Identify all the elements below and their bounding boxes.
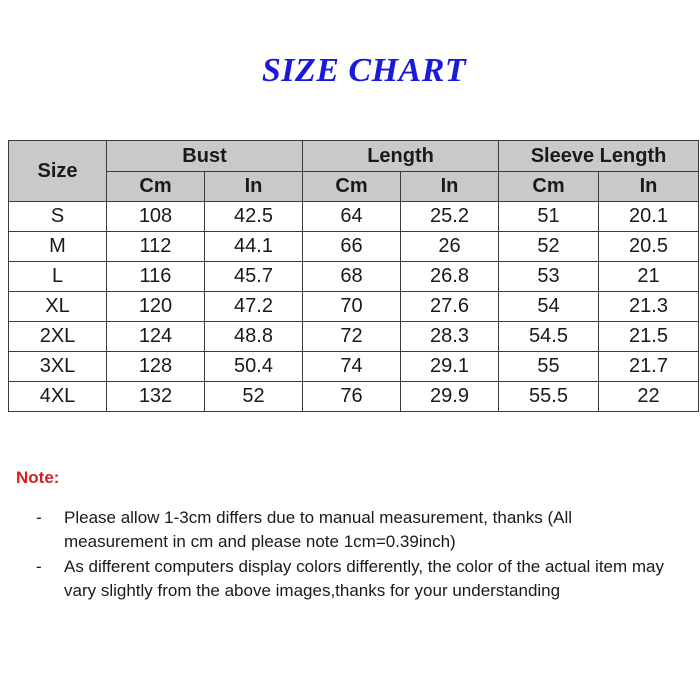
table-cell: 68: [303, 262, 401, 292]
size-chart-table-wrapper: [8, 140, 698, 412]
table-cell: 132: [107, 382, 205, 412]
table-cell: 20.5: [599, 232, 699, 262]
table-cell: 47.2: [205, 292, 303, 322]
table-cell: 70: [303, 292, 401, 322]
table-cell: 124: [107, 322, 205, 352]
table-cell: 27.6: [401, 292, 499, 322]
table-cell: 66: [303, 232, 401, 262]
header-row-units: [9, 172, 699, 202]
unit-header: In: [599, 172, 699, 202]
size-cell: 4XL: [9, 382, 107, 412]
size-cell: L: [9, 262, 107, 292]
table-row: [9, 322, 699, 352]
table-row: [9, 262, 699, 292]
note-title: Note:: [16, 468, 60, 487]
table-cell: 54.5: [499, 322, 599, 352]
table-cell: 26: [401, 232, 499, 262]
table-cell: 22: [599, 382, 699, 412]
table-cell: 72: [303, 322, 401, 352]
table-cell: 44.1: [205, 232, 303, 262]
sleeve-length-group-header: Sleeve Length: [499, 141, 699, 172]
table-cell: 48.8: [205, 322, 303, 352]
bust-group-header: Bust: [107, 141, 303, 172]
bullet-dash: -: [36, 508, 42, 527]
table-cell: 120: [107, 292, 205, 322]
size-cell: XL: [9, 292, 107, 322]
table-cell: 21.3: [599, 292, 699, 322]
table-cell: 20.1: [599, 202, 699, 232]
table-cell: 21.5: [599, 322, 699, 352]
size-cell: 2XL: [9, 322, 107, 352]
table-cell: 51: [499, 202, 599, 232]
table-cell: 50.4: [205, 352, 303, 382]
table-cell: 25.2: [401, 202, 499, 232]
note-list: [36, 506, 666, 604]
table-cell: 55: [499, 352, 599, 382]
size-chart-table: [8, 140, 699, 412]
table-cell: 29.9: [401, 382, 499, 412]
table-cell: 29.1: [401, 352, 499, 382]
unit-header: Cm: [107, 172, 205, 202]
unit-header: Cm: [303, 172, 401, 202]
table-cell: 26.8: [401, 262, 499, 292]
table-cell: 28.3: [401, 322, 499, 352]
unit-header: Cm: [499, 172, 599, 202]
table-cell: 21.7: [599, 352, 699, 382]
header-row-groups: [9, 141, 699, 172]
table-row: [9, 352, 699, 382]
unit-header: In: [205, 172, 303, 202]
size-column-header: Size: [9, 141, 107, 202]
table-cell: 74: [303, 352, 401, 382]
note-item: [36, 506, 666, 554]
table-cell: 45.7: [205, 262, 303, 292]
table-cell: 54: [499, 292, 599, 322]
table-cell: 52: [205, 382, 303, 412]
size-cell: S: [9, 202, 107, 232]
note-item: [36, 555, 666, 603]
table-row: [9, 202, 699, 232]
length-group-header: Length: [303, 141, 499, 172]
table-cell: 55.5: [499, 382, 599, 412]
table-row: [9, 382, 699, 412]
table-cell: 128: [107, 352, 205, 382]
unit-header: In: [401, 172, 499, 202]
table-cell: 52: [499, 232, 599, 262]
table-cell: 108: [107, 202, 205, 232]
size-cell: 3XL: [9, 352, 107, 382]
table-cell: 53: [499, 262, 599, 292]
table-cell: 42.5: [205, 202, 303, 232]
bullet-dash: -: [36, 557, 42, 576]
table-row: [9, 232, 699, 262]
table-row: [9, 292, 699, 322]
table-cell: 112: [107, 232, 205, 262]
note-text: Please allow 1-3cm differs due to manual measurement, thanks (All measurement in cm and please note 1cm=0.39inch): [64, 508, 573, 551]
table-cell: 21: [599, 262, 699, 292]
note-text: As different computers display colors differently, the color of the actual item may vary slightly from the above images,thanks for your understanding: [64, 557, 665, 600]
size-cell: M: [9, 232, 107, 262]
table-cell: 76: [303, 382, 401, 412]
page-title: SIZE CHART: [261, 52, 467, 89]
table-cell: 116: [107, 262, 205, 292]
table-cell: 64: [303, 202, 401, 232]
